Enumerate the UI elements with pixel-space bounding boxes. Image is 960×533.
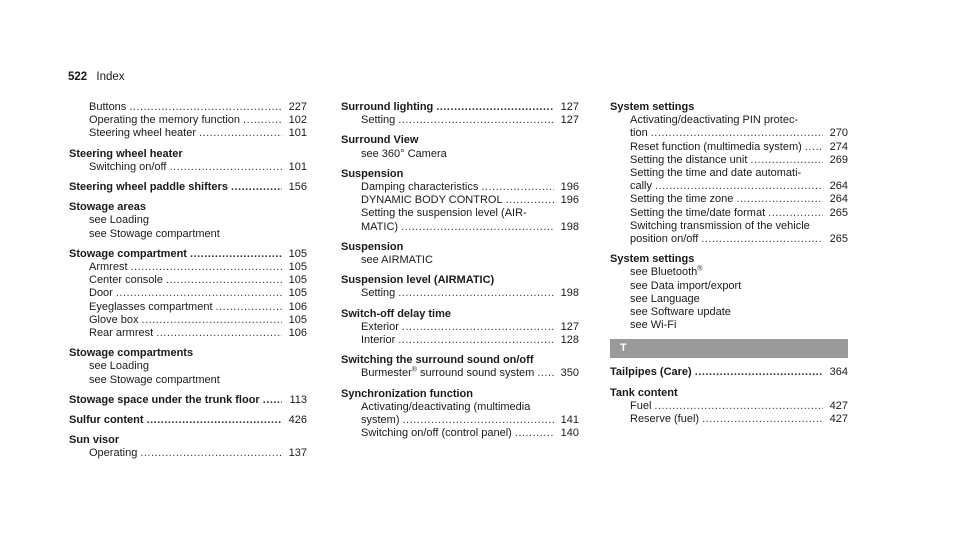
see-reference[interactable]: see Bluetooth® (630, 265, 703, 279)
index-entry-paddle-shifters (69, 181, 307, 194)
index-heading: Sun visor (69, 434, 120, 447)
index-subentry[interactable]: Setting ..... 198 (341, 287, 579, 300)
index-subentry[interactable]: Glove box ..... 105 (69, 314, 307, 327)
index-entry-steering-wheel-heater (69, 148, 307, 174)
index-subentry[interactable]: Burmester® surround sound system ..... 350 (341, 367, 579, 380)
index-subentry[interactable]: Damping characteristics ..... 196 (341, 181, 579, 194)
index-entry-sulfur-content (69, 414, 307, 427)
index-entry-switching-surround-sound (341, 354, 579, 380)
index-subentry[interactable]: Setting the time zone ..... 264 (610, 193, 848, 206)
index-subentry[interactable]: Exterior ..... 127 (341, 321, 579, 334)
index-subentry[interactable]: Rear armrest ..... 106 (69, 327, 307, 340)
index-heading: Surround View (341, 134, 419, 147)
index-subentry[interactable]: Reserve (fuel) ..... 427 (610, 413, 848, 426)
index-heading: Steering wheel heater (69, 147, 183, 160)
index-column-3 (610, 101, 848, 433)
index-subentry-line[interactable]: Activating/deactivating PIN protec- (630, 114, 799, 127)
index-column-2 (341, 101, 579, 447)
index-subentry[interactable]: Armrest ..... 105 (69, 261, 307, 274)
see-reference[interactable]: see Loading (89, 214, 149, 227)
index-subentry-line[interactable]: Switching transmission of the vehicle (630, 219, 810, 232)
index-heading-with-page[interactable]: Sulfur content ..... 426 (69, 414, 307, 427)
index-entry-stowage-compartment (69, 248, 307, 340)
index-entry-surround-view (341, 134, 579, 160)
see-reference[interactable]: see AIRMATIC (361, 254, 433, 267)
index-subentry[interactable]: position on/off ..... 265 (610, 233, 848, 246)
index-subentry[interactable]: Fuel ..... 427 (610, 400, 848, 413)
letter-section-bar: T (610, 339, 848, 358)
index-heading: Suspension (341, 240, 404, 253)
page-title: Index (96, 71, 125, 83)
index-heading: Stowage compartments (69, 347, 194, 360)
page-number: 522 (68, 71, 88, 83)
index-entry-switch-off-delay (341, 308, 579, 348)
index-entry-continued (69, 101, 307, 141)
index-entry-suspension (341, 168, 579, 234)
index-subentry[interactable]: Operating the memory function ..... 102 (69, 114, 307, 127)
index-heading: Stowage areas (69, 201, 147, 214)
index-subentry-line[interactable]: Setting the time and date automati- (630, 167, 802, 180)
index-entry-system-settings-2 (610, 253, 848, 332)
see-reference[interactable]: see Stowage compartment (89, 227, 220, 240)
index-subentry-line[interactable]: Activating/deactivating (multimedia (361, 400, 531, 413)
index-subentry-line[interactable]: Setting the suspension level (AIR- (361, 207, 527, 220)
index-heading: Suspension level (AIRMATIC) (341, 274, 495, 287)
index-column-1 (69, 101, 307, 468)
index-subentry[interactable]: Switching on/off (control panel) ..... 140 (341, 427, 579, 440)
index-subentry[interactable]: Setting the time/date format ..... 265 (610, 207, 848, 220)
index-subentry[interactable]: tion ..... 270 (610, 127, 848, 140)
index-subentry[interactable]: cally ..... 264 (610, 180, 848, 193)
index-entry-stowage-compartments (69, 347, 307, 387)
index-subentry[interactable]: Door ..... 105 (69, 287, 307, 300)
index-heading: Switch-off delay time (341, 307, 452, 320)
index-subentry[interactable]: Center console ..... 105 (69, 274, 307, 287)
page-header (68, 71, 125, 83)
index-entry-suspension-level (341, 274, 579, 300)
index-entry-surround-lighting (341, 101, 579, 127)
index-heading: System settings (610, 253, 695, 266)
index-heading-with-page[interactable]: Tailpipes (Care) ..... 364 (610, 366, 848, 379)
index-subentry[interactable]: Switching on/off ..... 101 (69, 161, 307, 174)
index-entry-stowage-areas (69, 201, 307, 241)
index-heading-with-page[interactable]: Stowage space under the trunk floor ..... 113 (69, 394, 307, 407)
index-heading: System settings (610, 101, 695, 113)
see-reference[interactable]: see Stowage compartment (89, 373, 220, 386)
see-reference[interactable]: see Loading (89, 360, 149, 373)
index-subentry[interactable]: Interior ..... 128 (341, 334, 579, 347)
index-subentry[interactable]: Setting ..... 127 (341, 114, 579, 127)
index-heading: Synchronization function (341, 387, 473, 400)
index-subentry[interactable]: MATIC) ..... 198 (341, 221, 579, 234)
index-entry-tailpipes (610, 366, 848, 379)
index-entry-system-settings (610, 101, 848, 246)
index-heading-with-page[interactable]: Surround lighting ..... 127 (341, 101, 579, 114)
index-heading: Suspension (341, 167, 404, 180)
index-heading: Tank content (610, 386, 678, 399)
index-subentry[interactable]: Operating ..... 137 (69, 447, 307, 460)
see-reference[interactable]: see 360° Camera (361, 147, 447, 160)
index-subentry[interactable]: Steering wheel heater ..... 101 (69, 127, 307, 140)
see-reference[interactable]: see Wi-Fi (630, 319, 677, 332)
index-subentry[interactable]: Buttons ..... 227 (69, 101, 307, 114)
index-entry-tank-content (610, 387, 848, 427)
see-reference[interactable]: see Language (630, 292, 700, 305)
index-entry-sun-visor (69, 434, 307, 460)
index-heading-with-page[interactable]: Stowage compartment ..... 105 (69, 248, 307, 261)
index-entry-trunk-floor (69, 394, 307, 407)
index-heading-with-page[interactable]: Steering wheel paddle shifters ..... 156 (69, 181, 307, 194)
index-subentry[interactable]: Setting the distance unit ..... 269 (610, 154, 848, 167)
index-subentry[interactable]: system) ..... 141 (341, 414, 579, 427)
index-subentry[interactable]: DYNAMIC BODY CONTROL ..... 196 (341, 194, 579, 207)
index-entry-synchronization (341, 388, 579, 441)
index-entry-suspension-2 (341, 241, 579, 267)
index-subentry[interactable]: Eyeglasses compartment ..... 106 (69, 301, 307, 314)
index-heading: Switching the surround sound on/off (341, 354, 534, 367)
index-subentry[interactable]: Reset function (multimedia system) ..... 274 (610, 141, 848, 154)
see-reference[interactable]: see Data import/export (630, 279, 742, 292)
see-reference[interactable]: see Software update (630, 306, 731, 319)
